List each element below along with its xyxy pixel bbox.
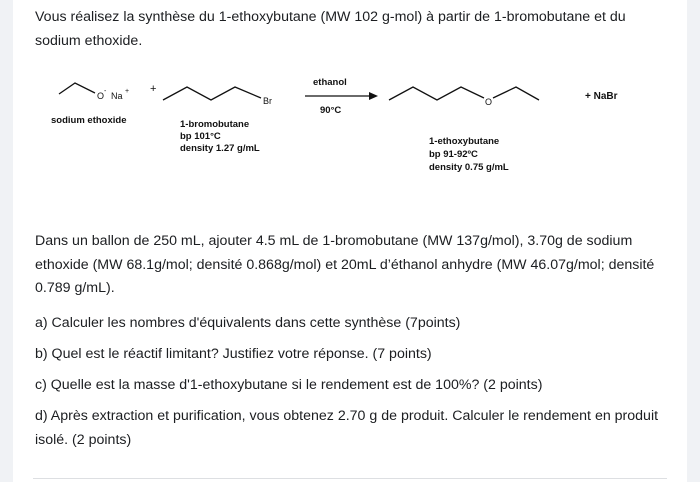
bromobutane-density: density 1.27 g/mL (180, 143, 260, 154)
intro-text: Vous réalisez la synthèse du 1-ethoxybutane (MW 102 g-mol) à partir de 1-bromobutane et du sodium ethoxide. (35, 9, 626, 49)
ethoxybutane-density: density 0.75 g/mL (429, 162, 509, 173)
ethoxybutane-bp: bp 91-92ºC (429, 149, 478, 160)
reaction-scheme (13, 58, 687, 188)
sodium-ethoxide-name: sodium ethoxide (51, 115, 127, 126)
ethoxide-oxygen: O (97, 91, 105, 101)
bromobutane-name: 1-bromobutane (180, 119, 250, 130)
ethoxybutane-name: 1-ethoxybutane (429, 136, 500, 147)
arrow-solvent-label: ethanol (313, 77, 347, 88)
arrow-temperature-label: 90°C (320, 105, 342, 116)
ethoxybutane-bonds-right (493, 87, 539, 100)
ethoxide-charge: - (104, 88, 107, 95)
plus-sign: + (150, 83, 157, 95)
divider (33, 478, 667, 479)
reaction-arrow-head (369, 92, 378, 100)
question-d: d) Après extraction et purification, vous obtenez 2.70 g de produit. Calculer le rendement en produit isolé. (2 points) (35, 408, 659, 448)
bromine-atom: Br (263, 96, 272, 106)
question-b: b) Quel est le réactif limitant? Justifiez votre réponse. (7 points) (35, 346, 432, 362)
byproduct-label: + NaBr (585, 91, 618, 102)
sodium-counterion: Na (111, 91, 123, 101)
question-a: a) Calculer les nombres d'équivalents dans cette synthèse (7points) (35, 315, 461, 331)
bromobutane-bonds (163, 87, 261, 100)
ethoxide-bonds (59, 83, 95, 94)
question-c: c) Quelle est la masse d'1-ethoxybutane si le rendement est de 100%? (2 points) (35, 377, 543, 393)
bromobutane-bp: bp 101°C (180, 131, 221, 142)
sodium-charge: + (125, 88, 130, 95)
post-card (13, 0, 687, 482)
ethoxybutane-bonds-left (389, 87, 484, 100)
procedure-text: Dans un ballon de 250 mL, ajouter 4.5 mL de 1-bromobutane (MW 137g/mol), 3.70g de sodium ethoxide (MW 68.1g/mol; densité 0.868g/mol) et 20mL d’éthanol anhydre (MW 46.07g/mol; densité 0.789 g/mL). (35, 233, 655, 296)
ether-oxygen: O (485, 97, 493, 107)
